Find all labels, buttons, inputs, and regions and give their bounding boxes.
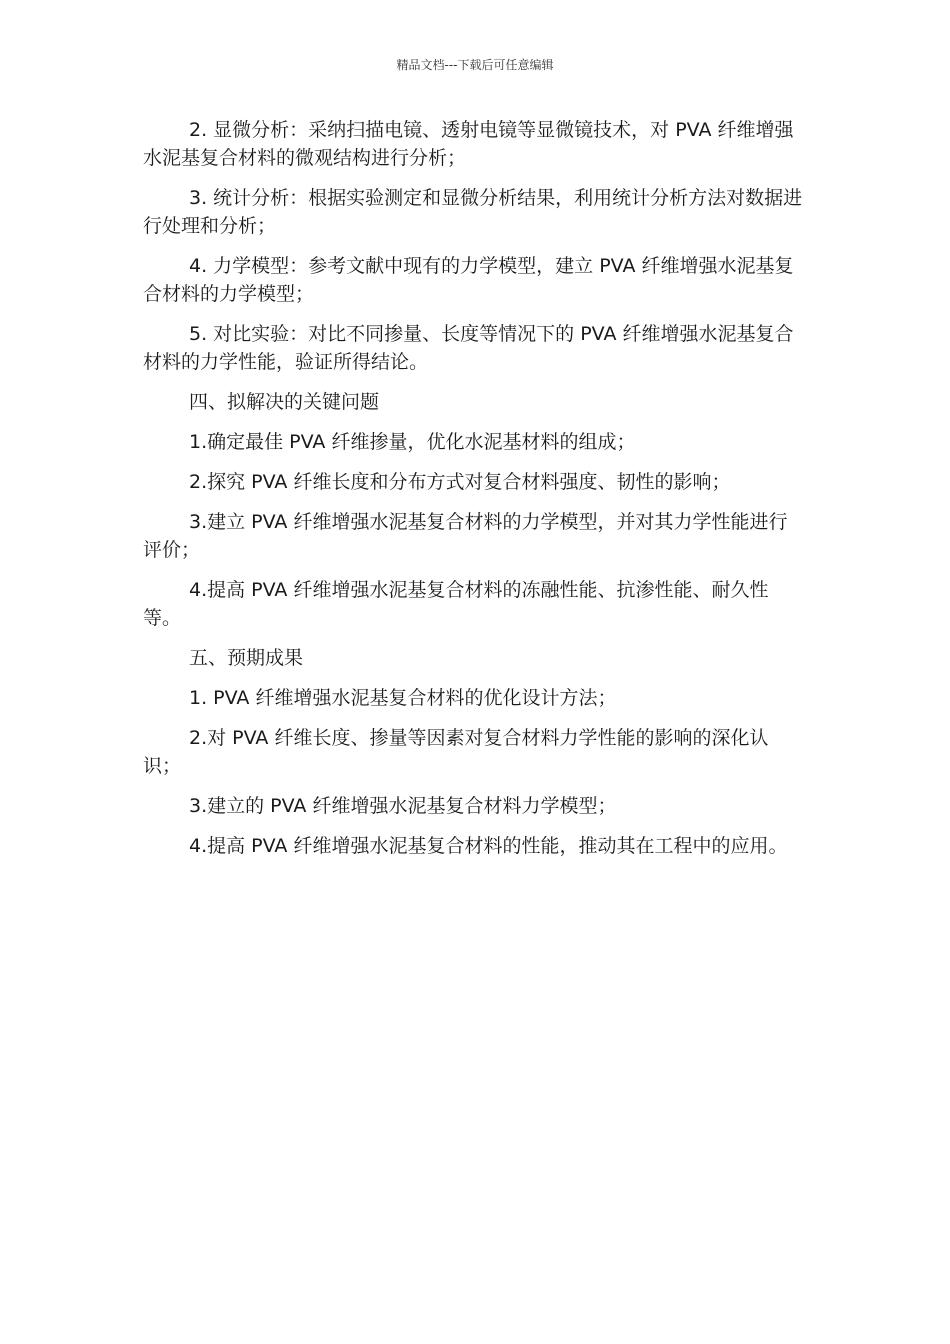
paragraph-method-comparison: 5. 对比实验：对比不同掺量、长度等情况下的 PVA 纤维增强水泥基复合材料的力学性能，验证所得结论。 — [143, 323, 794, 373]
paragraph-problem-3: 3.建立 PVA 纤维增强水泥基复合材料的力学模型，并对其力学性能进行评价； — [143, 511, 788, 561]
paragraph-method-microscopy: 2. 显微分析：采纳扫描电镜、透射电镜等显微镜技术，对 PVA 纤维增强水泥基复合材料的微观结构进行分析； — [143, 119, 794, 169]
paragraph-result-4: 4.提高 PVA 纤维增强水泥基复合材料的性能，推动其在工程中的应用。 — [189, 835, 788, 857]
paragraph-problem-1: 1.确定最佳 PVA 纤维掺量，优化水泥基材料的组成； — [189, 431, 636, 453]
paragraph-problem-2: 2.探究 PVA 纤维长度和分布方式对复合材料强度、韧性的影响； — [189, 471, 731, 493]
document-body — [143, 116, 806, 872]
paragraph-result-1: 1. PVA 纤维增强水泥基复合材料的优化设计方法； — [189, 687, 617, 709]
paragraph-method-model: 4. 力学模型：参考文献中现有的力学模型，建立 PVA 纤维增强水泥基复合材料的力学模型； — [143, 255, 794, 305]
page-header: 精品文档---下载后可任意编辑 — [396, 58, 554, 72]
paragraph-result-2: 2.对 PVA 纤维长度、掺量等因素对复合材料力学性能的影响的深化认识； — [143, 727, 769, 777]
paragraph-problem-4: 4.提高 PVA 纤维增强水泥基复合材料的冻融性能、抗渗性能、耐久性等。 — [143, 579, 769, 629]
section-heading-key-problems: 四、拟解决的关键问题 — [189, 391, 380, 413]
paragraph-result-3: 3.建立的 PVA 纤维增强水泥基复合材料力学模型； — [189, 795, 617, 817]
section-heading-expected-results: 五、预期成果 — [189, 647, 304, 669]
paragraph-method-statistics: 3. 统计分析：根据实验测定和显微分析结果，利用统计分析方法对数据进行处理和分析； — [143, 187, 803, 237]
